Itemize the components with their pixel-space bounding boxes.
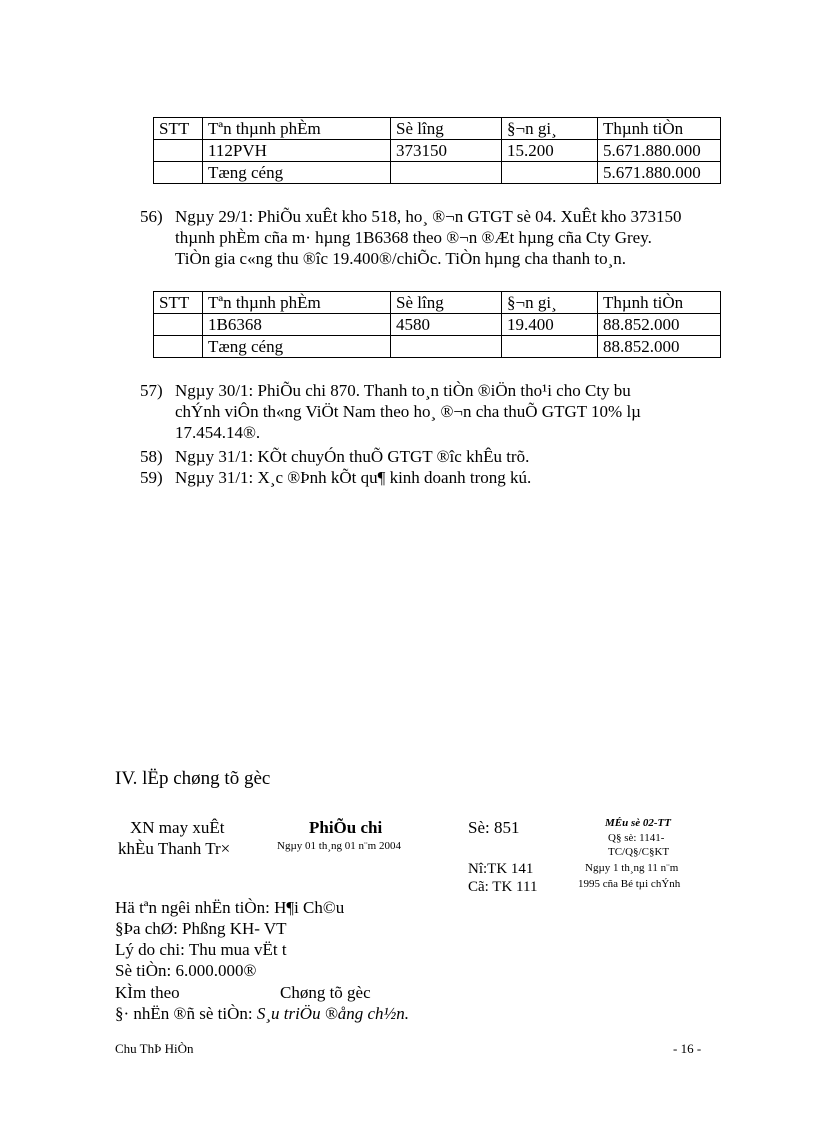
cell-product-name: 112PVH [203,140,391,162]
table-row [154,140,721,162]
cell-quantity [391,162,502,184]
voucher-amount: Sè tiÒn: 6.000.000® [115,961,257,980]
item-line: TiÒn gia c«ng thu ®îc 19.400®/chiÕc. TiÒn hµng cha thanh to¸n. [175,249,627,268]
header-amount: Thµnh tiÒn [598,292,721,314]
item-line: 17.454.14®. [175,423,261,442]
voucher-received-line [115,1004,409,1024]
cell-stt [154,314,203,336]
cell-total-label: Tæng céng [203,162,391,184]
cell-unit-price: 19.400 [502,314,598,336]
header-quantity: Sè lîng [391,292,502,314]
cell-stt [154,336,203,358]
form-code: MÉu sè 02-TT [605,817,671,829]
item-line: Ngµy 31/1: KÕt chuyÓn thuÕ GTGT ®îc khÊu trõ. [175,447,530,466]
item-line: chÝnh viÔn th«ng ViÖt Nam theo ho¸ ®¬n cha thuÕ GTGT 10% lµ [175,402,641,421]
voucher-recipient: Hä tªn ngêi nhËn tiÒn: H¶i Ch©u [115,898,345,917]
item-number: 56) [140,207,163,226]
voucher-address: §Þa chØ: Phßng KH- VT [115,919,287,938]
table-header-row [154,292,721,314]
cell-product-name: 1B6368 [203,314,391,336]
cell-amount: 5.671.880.000 [598,140,721,162]
cell-total-label: Tæng céng [203,336,391,358]
header-stt: STT [154,118,203,140]
voucher-reason: Lý do chi: Thu mua vËt t [115,940,287,959]
voucher-org-line2: khÈu Thanh Tr× [118,839,231,858]
header-product-name: Tªn thµnh phÈm [203,118,391,140]
cell-stt [154,162,203,184]
header-unit-price: §¬n gi¸ [502,118,598,140]
form-ref-line: 1995 cña Bé tµi chÝnh [578,878,681,890]
item-line: thµnh phÈm cña m· hµng 1B6368 theo ®¬n ®Æt hµng cña Cty Grey. [175,228,652,247]
voucher-received-words: S¸u triÖu ®ång ch½n. [256,1004,410,1023]
item-line: Ngµy 29/1: PhiÕu xuÊt kho 518, ho¸ ®¬n GTGT sè 04. XuÊt kho 373150 [175,207,682,226]
table-total-row [154,336,721,358]
header-product-name: Tªn thµnh phÈm [203,292,391,314]
table-header-row [154,118,721,140]
table-total-row [154,162,721,184]
form-ref-line: Ngµy 1 th¸ng 11 n¨m [585,862,679,874]
voucher-title: PhiÕu chi [309,818,383,837]
item-number: 59) [140,468,163,487]
header-stt: STT [154,292,203,314]
header-unit-price: §¬n gi¸ [502,292,598,314]
voucher-received-label: §· nhËn ®ñ sè tiÒn: [115,1004,253,1023]
voucher-date: Ngµy 01 th¸ng 01 n¨m 2004 [277,840,401,852]
section-heading: IV. lËp chøng tõ gèc [115,768,271,789]
cell-quantity [391,336,502,358]
cell-quantity: 4580 [391,314,502,336]
cell-unit-price: 15.200 [502,140,598,162]
footer-author: Chu ThÞ HiÒn [115,1041,194,1056]
product-table-2 [153,291,721,358]
item-number: 57) [140,381,163,400]
cell-unit-price [502,162,598,184]
form-ref-line: TC/Q§/C§KT [608,846,670,858]
cell-quantity: 373150 [391,140,502,162]
item-number: 58) [140,447,163,466]
cell-unit-price [502,336,598,358]
item-line: Ngµy 31/1: X¸c ®Þnh kÕt qu¶ kinh doanh trong kú. [175,468,532,487]
item-line: Ngµy 30/1: PhiÕu chi 870. Thanh to¸n tiÒn ®iÖn tho¹i cho Cty bu [175,381,631,400]
cell-stt [154,140,203,162]
voucher-debit-account: Nî:TK 141 [468,861,534,877]
voucher-org-line1: XN may xuÊt [130,818,225,837]
table-row [154,314,721,336]
voucher-number: Sè: 851 [468,818,520,837]
voucher-attached-label: KÌm theo [115,983,180,1002]
cell-total-amount: 88.852.000 [598,336,721,358]
page-number: - 16 - [673,1041,702,1056]
cell-amount: 88.852.000 [598,314,721,336]
voucher-credit-account: Cã: TK 111 [468,879,538,895]
voucher-attached-value: Chøng tõ gèc [280,983,371,1002]
product-table-1 [153,117,721,184]
header-amount: Thµnh tiÒn [598,118,721,140]
form-ref-line: Q§ sè: 1141- [608,832,665,844]
cell-total-amount: 5.671.880.000 [598,162,721,184]
header-quantity: Sè lîng [391,118,502,140]
